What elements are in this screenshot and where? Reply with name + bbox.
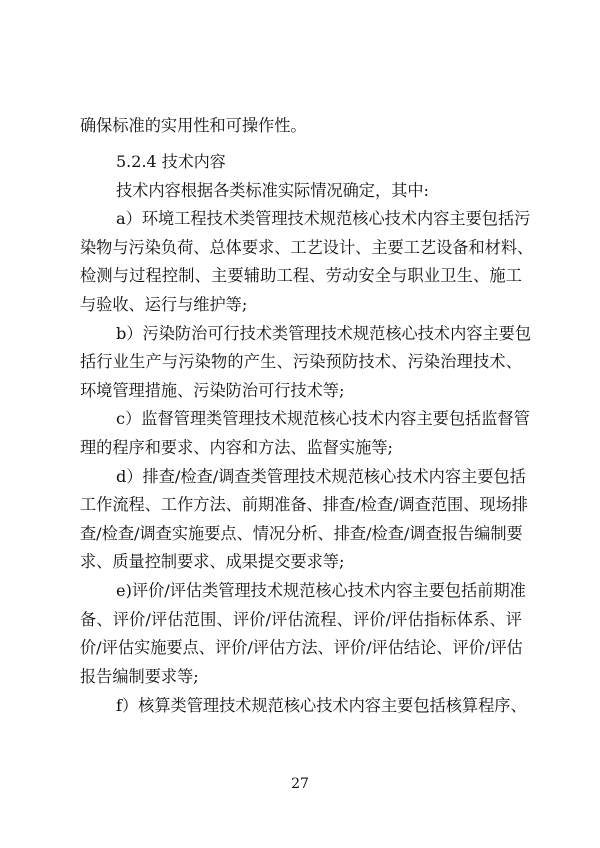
item-a-line-1: a）环境工程技术类管理技术规范核心技术内容主要包括污 xyxy=(116,209,531,228)
paragraph-lead: 技术内容根据各类标准实际情况确定，其中: xyxy=(116,181,430,200)
item-a-line-3: 检测与过程控制、主要辅助工程、劳动安全与职业卫生、施工 xyxy=(80,266,522,285)
item-b-line-2: 括行业生产与污染物的产生、污染预防技术、污染治理技术、 xyxy=(80,352,522,371)
item-a-line-2: 染物与污染负荷、总体要求、工艺设计、主要工艺设备和材料、 xyxy=(80,238,534,257)
item-d-line-4: 求、质量控制要求、成果提交要求等; xyxy=(80,552,345,571)
item-d-line-2: 工作流程、工作方法、前期准备、排查/检查/调查范围、现场排 xyxy=(80,495,528,514)
item-e-line-4: 报告编制要求等; xyxy=(80,667,199,686)
item-d-line-3: 查/检查/调查实施要点、情况分析、排查/检查/调查报告编制要 xyxy=(80,524,523,543)
paragraph-intro-tail: 确保标准的实用性和可操作性。 xyxy=(80,116,307,135)
item-a-line-4: 与验收、运行与维护等; xyxy=(80,295,248,314)
item-b-line-3: 环境管理措施、污染防治可行技术等; xyxy=(80,381,345,400)
item-d-line-1: d）排查/检查/调查类管理技术规范核心技术内容主要包括 xyxy=(116,467,526,486)
item-e-line-1: e)评价/评估类管理技术规范核心技术内容主要包括前期准 xyxy=(116,581,526,600)
item-e-line-3: 价/评估实施要点、评价/评估方法、评价/评估结论、评价/评估 xyxy=(80,638,523,657)
item-c-line-2: 理的程序和要求、内容和方法、监督实施等; xyxy=(80,438,394,457)
item-e-line-2: 备、评价/评估范围、评价/评估流程、评价/评估指标体系、评 xyxy=(80,610,522,629)
item-b-line-1: b）污染防治可行技术类管理技术规范核心技术内容主要包 xyxy=(116,324,532,343)
item-f-line-1: f）核算类管理技术规范核心技术内容主要包括核算程序、 xyxy=(116,696,527,715)
page-number: 27 xyxy=(291,776,309,792)
section-heading: 5.2.4 技术内容 xyxy=(116,152,226,171)
item-c-line-1: c）监督管理类管理技术规范核心技术内容主要包括监督管 xyxy=(116,409,530,428)
